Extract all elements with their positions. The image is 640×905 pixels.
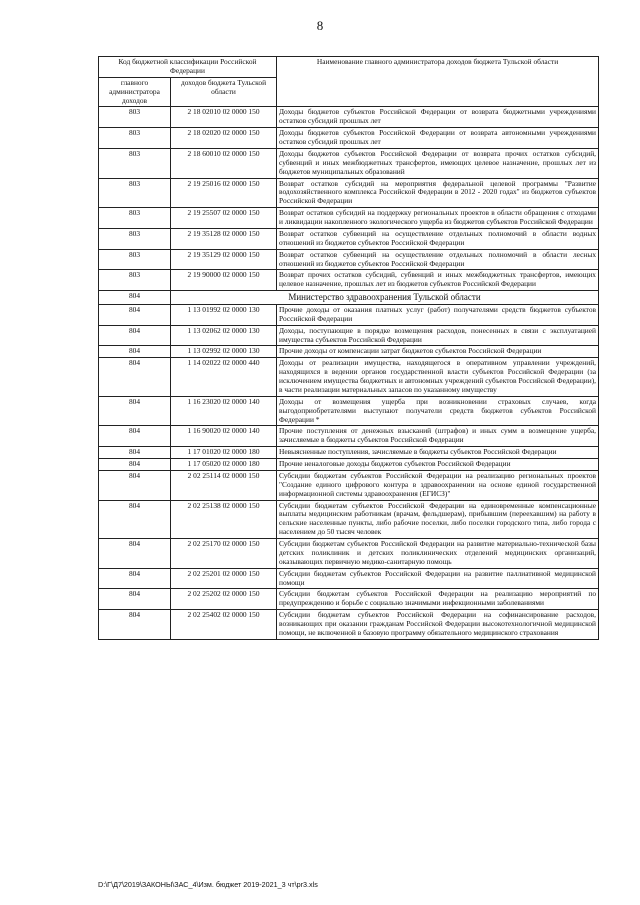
revenue-name-cell: Возврат остатков субсидий на поддержку региональных проектов в области обращения с отходами и ликвидации накопленного экологического ущерба из бюджетов субъектов Российской Федерации: [277, 208, 599, 229]
revenue-name-cell: Прочие неналоговые доходы бюджетов субъектов Российской Федерации: [277, 459, 599, 471]
revenue-code-cell: 1 16 23020 02 0000 140: [171, 396, 277, 426]
admin-code-cell: 803: [99, 128, 171, 149]
revenue-name-cell: Прочие поступления от денежных взысканий (штрафов) и иных сумм в возмещение ущерба, зачисляемые в бюджеты субъектов Российской Федерации: [277, 426, 599, 447]
admin-code-cell: 804: [99, 325, 171, 346]
table-row: [99, 107, 599, 128]
admin-code-cell: 803: [99, 148, 171, 178]
revenue-code-cell: 1 14 02022 02 0000 440: [171, 358, 277, 397]
revenue-code-cell: 1 16 90020 02 0000 140: [171, 426, 277, 447]
admin-code-cell: 804: [99, 447, 171, 459]
revenue-code-cell: 2 18 02020 02 0000 150: [171, 128, 277, 149]
revenue-code-cell: 1 17 01020 02 0000 180: [171, 447, 277, 459]
revenue-code-header: доходов бюджета Тульской области: [171, 77, 277, 107]
revenue-code-cell: 2 02 25138 02 0000 150: [171, 500, 277, 539]
revenue-code-cell: 2 19 25016 02 0000 150: [171, 178, 277, 208]
table-row: [99, 539, 599, 569]
table-row: [99, 346, 599, 358]
revenue-code-cell: 2 18 60010 02 0000 150: [171, 148, 277, 178]
revenue-code-cell: 2 02 25402 02 0000 150: [171, 610, 277, 640]
code-group-header: Код бюджетной классификации Российской Федерации: [99, 57, 277, 78]
admin-code-cell: 804: [99, 589, 171, 610]
revenue-code-cell: 1 13 02062 02 0000 130: [171, 325, 277, 346]
table-row: [99, 270, 599, 291]
table-body: [99, 107, 599, 639]
table-row: [99, 228, 599, 249]
revenue-code-cell: 1 17 05020 02 0000 180: [171, 459, 277, 471]
table-row: [99, 304, 599, 325]
table-row: [99, 459, 599, 471]
table-row: [99, 208, 599, 229]
revenue-name-cell: Доходы бюджетов субъектов Российской Федерации от возврата автономными учреждениями остатков субсидий прошлых лет: [277, 128, 599, 149]
revenue-name-cell: Доходы бюджетов субъектов Российской Федерации от возврата прочих остатков субсидий, субвенций и иных межбюджетных трансфертов, имеющих целевое назначение, прошлых лет из бюджетов муниципальных образований: [277, 148, 599, 178]
revenue-name-cell: Субсидии бюджетам субъектов Российской Федерации на развитие паллиативной медицинской помощи: [277, 568, 599, 589]
revenue-name-cell: Субсидии бюджетам субъектов Российской Федерации на развитие материально-технической базы детских поликлиник и детских поликлинических отделений медицинских организаций, оказывающих первичную медико-санитарную помощь: [277, 539, 599, 569]
admin-code-cell: 804: [99, 426, 171, 447]
revenue-code-cell: 2 19 25507 02 0000 150: [171, 208, 277, 229]
admin-code-cell: 804: [99, 358, 171, 397]
revenue-name-cell: Доходы от реализации имущества, находящегося в оперативном управлении учреждений, находящихся в ведении органов государственной власти субъектов Российской Федерации (за исключением имущества бюджетных и автономных учреждений субъектов Российской Федерации), в части реализации материальных запасов по указанному имуществу: [277, 358, 599, 397]
admin-code-cell: 803: [99, 228, 171, 249]
table-row: [99, 396, 599, 426]
revenue-name-cell: Прочие доходы от оказания платных услуг (работ) получателями средств бюджетов субъектов Российской Федерации: [277, 304, 599, 325]
revenue-name-cell: Субсидии бюджетам субъектов Российской Федерации на реализацию региональных проектов "Создание единого цифрового контура в здравоохранении на основе единой государственной информационной системы здравоохранения (ЕГИСЗ)": [277, 470, 599, 500]
revenue-name-cell: Возврат остатков субвенций на осуществление отдельных полномочий в области лесных отношений из бюджетов субъектов Российской Федерации: [277, 249, 599, 270]
header-row-1: [99, 57, 599, 78]
table-row: [99, 249, 599, 270]
revenue-code-cell: 2 19 35128 02 0000 150: [171, 228, 277, 249]
table-row: [99, 470, 599, 500]
admin-code-cell: 803: [99, 208, 171, 229]
revenue-code-cell: 2 18 02010 02 0000 150: [171, 107, 277, 128]
table-row: [99, 568, 599, 589]
admin-code-cell: 803: [99, 178, 171, 208]
admin-code-cell: 804: [99, 346, 171, 358]
table-row: [99, 178, 599, 208]
admin-code-cell: 804: [99, 539, 171, 569]
admin-code-cell: 804: [99, 500, 171, 539]
revenue-name-cell: Возврат прочих остатков субсидий, субвенций и иных межбюджетных трансфертов, имеющих целевое назначение, прошлых лет из бюджетов субъектов Российской Федерации: [277, 270, 599, 291]
name-header: Наименование главного администратора доходов бюджета Тульской области: [277, 57, 599, 107]
admin-code-cell: 803: [99, 249, 171, 270]
table-row: [99, 589, 599, 610]
revenue-name-cell: Доходы от возмещения ущерба при возникновении страховых случаев, когда выгодоприобретателями выступают получатели средств бюджетов субъектов Российской Федерации *: [277, 396, 599, 426]
admin-code-cell: 804: [99, 304, 171, 325]
table-row: [99, 447, 599, 459]
ministry-name-cell: Министерство здравоохранения Тульской области: [171, 291, 599, 305]
revenue-name-cell: Возврат остатков субвенций на осуществление отдельных полномочий в области водных отношений из бюджетов субъектов Российской Федерации: [277, 228, 599, 249]
revenue-code-cell: 1 13 02992 02 0000 130: [171, 346, 277, 358]
revenue-name-cell: Доходы бюджетов субъектов Российской Федерации от возврата бюджетными учреждениями остатков субсидий прошлых лет: [277, 107, 599, 128]
page-number: 8: [316, 18, 324, 33]
table-row: [99, 426, 599, 447]
revenue-code-cell: 1 13 01992 02 0000 130: [171, 304, 277, 325]
revenue-name-cell: Субсидии бюджетам субъектов Российской Федерации на единовременные компенсационные выплаты медицинским работникам (врачам, фельдшерам), прибывшим (переехавшим) на работу в сельские населенные пункты, либо рабочие поселки, либо поселки городского типа, либо города с населением до 50 тысяч человек: [277, 500, 599, 539]
admin-code-cell: 803: [99, 270, 171, 291]
admin-code-cell: 804: [99, 470, 171, 500]
revenue-admin-table: [98, 56, 599, 640]
admin-code-cell: 804: [99, 291, 171, 305]
admin-code-cell: 804: [99, 610, 171, 640]
revenue-code-cell: 2 19 35129 02 0000 150: [171, 249, 277, 270]
revenue-code-cell: 2 02 25201 02 0000 150: [171, 568, 277, 589]
revenue-name-cell: Субсидии бюджетам субъектов Российской Федерации на софинансирование расходов, возникающих при оказании гражданам Российской Федерации высокотехнологичной медицинской помощи, не включенной в базовую программу обязательного медицинского страхования: [277, 610, 599, 640]
file-path-footer: D:\Г\Д7\2019\ЗАКОНЫ\ЗАС_4\Изм. бюджет 2019-2021_3 чт\pr3.xls: [98, 880, 318, 889]
revenue-name-cell: Возврат остатков субсидий на мероприятия федеральной целевой программы "Развитие водохозяйственного комплекса Российской Федерации в 2012 - 2020 годах" из бюджетов субъектов Российской Федерации: [277, 178, 599, 208]
table-row: [99, 500, 599, 539]
revenue-code-cell: 2 02 25170 02 0000 150: [171, 539, 277, 569]
revenue-code-cell: 2 02 25114 02 0000 150: [171, 470, 277, 500]
table-row: [99, 610, 599, 640]
admin-code-cell: 804: [99, 396, 171, 426]
table-row: [99, 358, 599, 397]
admin-code-cell: 803: [99, 107, 171, 128]
table-row: [99, 148, 599, 178]
revenue-code-cell: 2 19 90000 02 0000 150: [171, 270, 277, 291]
revenue-name-cell: Субсидии бюджетам субъектов Российской Федерации на реализацию мероприятий по предупреждению и борьбе с социально значимыми инфекционными заболеваниями: [277, 589, 599, 610]
table-row: [99, 325, 599, 346]
admin-code-cell: 804: [99, 568, 171, 589]
revenue-name-cell: Доходы, поступающие в порядке возмещения расходов, понесенных в связи с эксплуатацией имущества субъектов Российской Федерации: [277, 325, 599, 346]
table-row: [99, 291, 599, 305]
admin-code-cell: 804: [99, 459, 171, 471]
revenue-code-cell: 2 02 25202 02 0000 150: [171, 589, 277, 610]
revenue-name-cell: Прочие доходы от компенсации затрат бюджетов субъектов Российской Федерации: [277, 346, 599, 358]
admin-code-header: главного администратора доходов: [99, 77, 171, 107]
revenue-name-cell: Невыясненные поступления, зачисляемые в бюджеты субъектов Российской Федерации: [277, 447, 599, 459]
table-row: [99, 128, 599, 149]
